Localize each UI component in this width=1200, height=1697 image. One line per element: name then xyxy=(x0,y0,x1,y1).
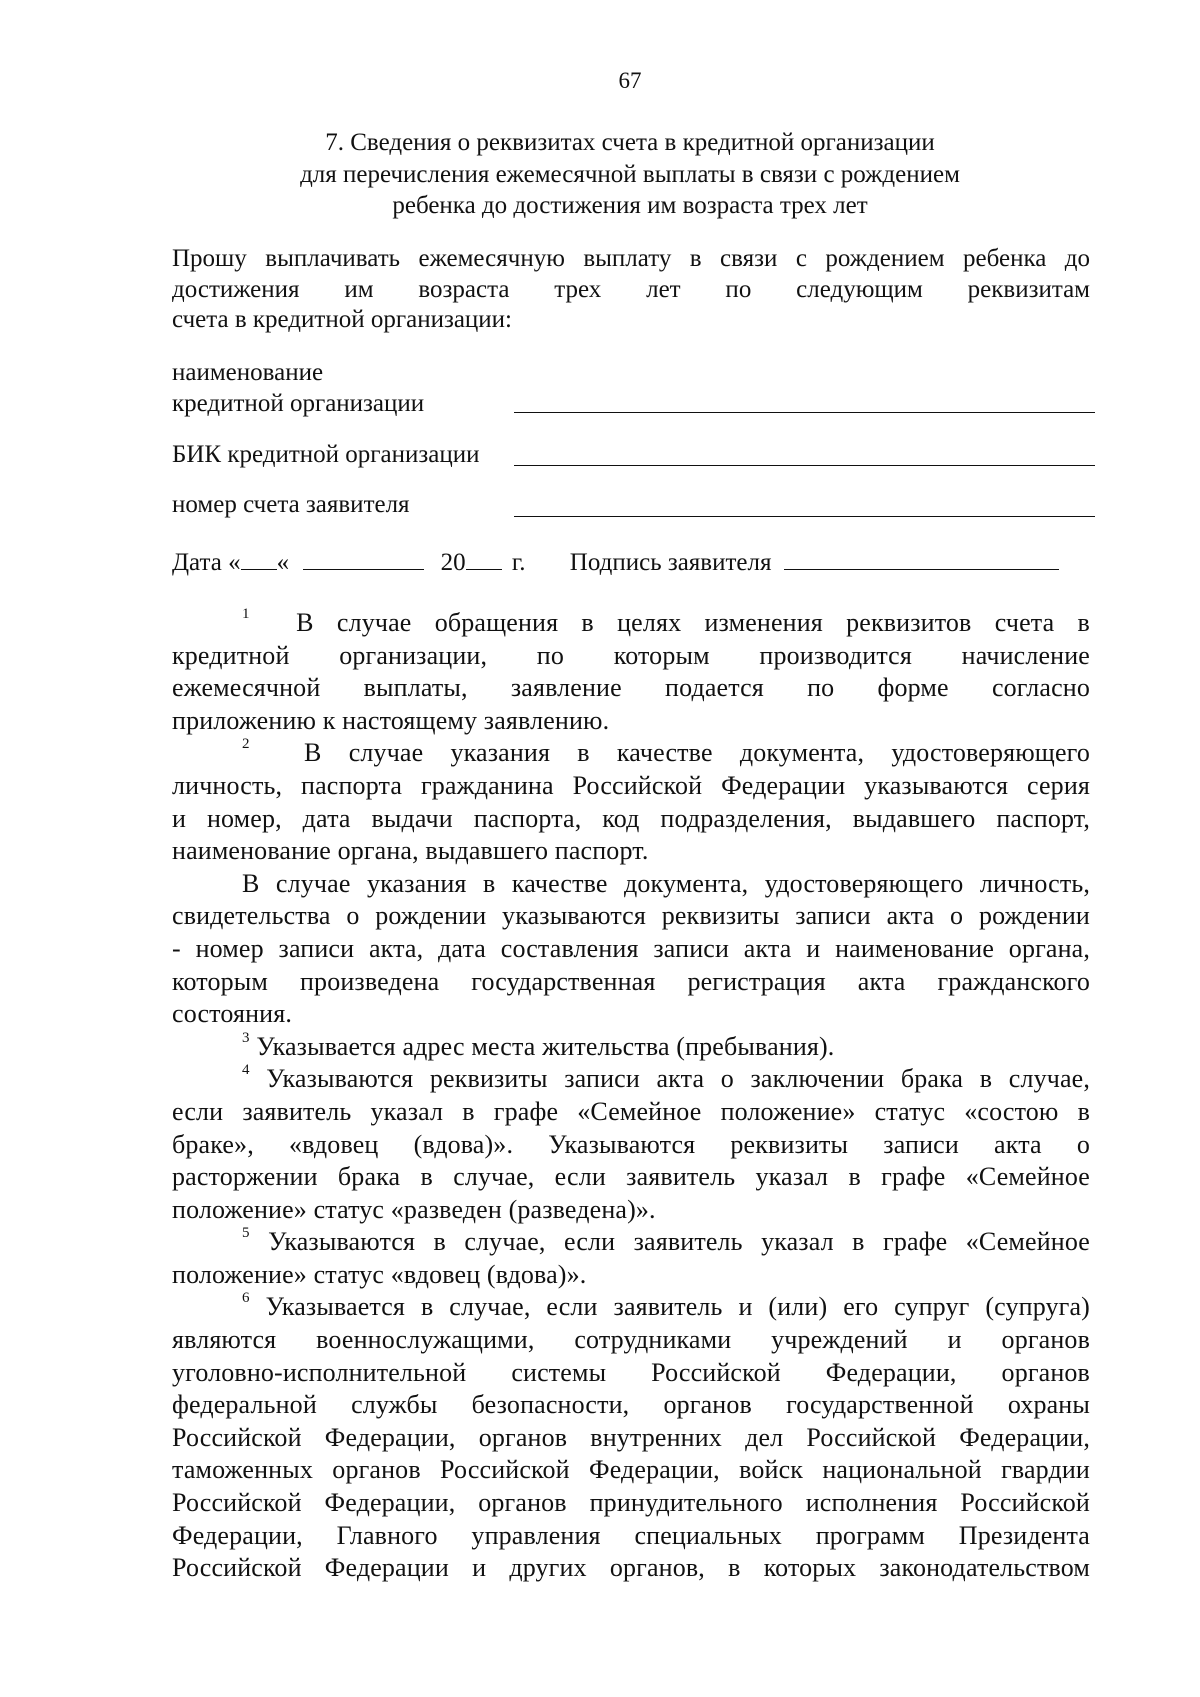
footnote-line: которым произведена государственная регистрация акта гражданского xyxy=(172,966,1090,996)
footnote-line: наименование органа, выдавшего паспорт. xyxy=(172,836,649,866)
section-title-line: 7. Сведения о реквизитах счета в кредитной организации xyxy=(325,129,935,156)
footnote-line xyxy=(172,737,1090,770)
bank-name-label xyxy=(172,358,424,419)
footnote-6 xyxy=(172,1291,1090,1584)
footnote-line xyxy=(172,607,1090,640)
bik-field[interactable] xyxy=(514,465,1095,466)
footnote-line: расторжении брака в случае, если заявитель указал в графе «Семейное xyxy=(172,1162,1090,1192)
footnote-line: Российской Федерации, органов принудительного исполнения Российской xyxy=(172,1488,1090,1518)
footnote-line xyxy=(172,1063,1090,1096)
footnote-line: - номер записи акта, дата составления записи акта и наименование органа, xyxy=(172,933,1090,963)
date-quote: « xyxy=(276,549,290,576)
footnote-line: личность, паспорта гражданина Российской Федерации указываются серия xyxy=(172,770,1090,800)
date-year-field[interactable] xyxy=(466,547,502,570)
intro-line: Прошу выплачивать ежемесячную выплату в связи с рождением ребенка до xyxy=(172,245,1090,272)
date-day-field[interactable] xyxy=(241,547,277,570)
date-month-field[interactable] xyxy=(303,547,424,570)
footnote-mark: 4 xyxy=(242,1062,250,1079)
footnote-text: Указывается в случае, если заявитель и (или) его супруг (супруга) xyxy=(265,1292,1090,1322)
section-title xyxy=(170,127,1090,222)
footnote-line: браке», «вдовец (вдова)». Указываются реквизиты записи акта о xyxy=(172,1129,1090,1159)
footnote-1 xyxy=(172,607,1090,737)
footnote-mark: 2 xyxy=(242,736,250,753)
footnote-line: таможенных органов Российской Федерации, войск национальной гвардии xyxy=(172,1455,1090,1485)
footnote-5 xyxy=(172,1226,1090,1291)
intro-paragraph xyxy=(172,244,1090,336)
footnote-line: если заявитель указал в графе «Семейное положение» статус «состою в xyxy=(172,1096,1090,1126)
footnote-line: В случае указания в качестве документа, удостоверяющего личность, xyxy=(242,868,1090,898)
footnote-line xyxy=(172,1291,1090,1324)
intro-line: достижения им возраста трех лет по следующим реквизитам xyxy=(172,275,1090,303)
footnote-line: Российской Федерации и других органов, в которых законодательством xyxy=(172,1553,1090,1583)
footnote-line: уголовно-исполнительной системы Российской Федерации, органов xyxy=(172,1357,1090,1387)
footnote-line: состояния. xyxy=(172,999,292,1029)
intro-line: счета в кредитной организации: xyxy=(172,306,513,333)
footnote-line: приложению к настоящему заявлению. xyxy=(172,705,610,735)
footnote-line: положение» статус «вдовец (вдова)». xyxy=(172,1259,587,1289)
footnote-text: Указываются в случае, если заявитель указал в графе «Семейное xyxy=(268,1227,1090,1257)
footnotes xyxy=(172,607,1090,1585)
bank-name-field[interactable] xyxy=(514,412,1095,413)
footnote-line: Российской Федерации, органов внутренних дел Российской Федерации, xyxy=(172,1422,1090,1452)
footnote-line xyxy=(172,1031,1090,1064)
footnote-2 xyxy=(172,737,1090,867)
footnote-4 xyxy=(172,1063,1090,1226)
year-suffix: г. xyxy=(511,549,526,576)
section-title-line: ребенка до достижения им возраста трех лет xyxy=(392,192,868,219)
signature-label: Подпись заявителя xyxy=(569,549,772,576)
footnote-text: В случае обращения в целях изменения реквизитов счета в xyxy=(296,608,1090,637)
page-number: 67 xyxy=(618,68,642,93)
bik-label: БИК кредитной организации xyxy=(172,441,480,468)
date-signature-row xyxy=(172,547,1059,579)
footnote-line: кредитной организации, по которым производится начисление xyxy=(172,640,1090,670)
footnote-line: свидетельства о рождении указываются реквизиты записи акта о рождении xyxy=(172,901,1090,931)
account-label: номер счета заявителя xyxy=(172,491,410,518)
footnote-text: Указывается адрес места жительства (пребывания). xyxy=(256,1031,835,1061)
date-label: Дата « xyxy=(172,549,241,576)
footnote-line: и номер, дата выдачи паспорта, код подразделения, выдавшего паспорт, xyxy=(172,803,1090,833)
year-prefix: 20 xyxy=(440,549,466,576)
footnote-3 xyxy=(172,1031,1090,1064)
footnote-mark: 1 xyxy=(242,606,250,622)
footnote-2-continued xyxy=(172,868,1090,1031)
bank-name-label-line: кредитной организации xyxy=(172,389,425,417)
section-title-line: для перечисления ежемесячной выплаты в связи с рождением xyxy=(300,160,960,188)
footnote-line: федеральной службы безопасности, органов государственной охраны xyxy=(172,1390,1090,1420)
footnote-text: В случае указания в качестве документа, удостоверяющего xyxy=(304,738,1090,768)
footnote-text: Указываются реквизиты записи акта о заключении брака в случае, xyxy=(266,1064,1090,1094)
footnote-line xyxy=(172,1226,1090,1259)
bank-name-label-line: наименование xyxy=(172,359,324,386)
account-number-field[interactable] xyxy=(514,516,1095,517)
footnote-mark: 5 xyxy=(242,1225,250,1242)
signature-field[interactable] xyxy=(784,547,1059,570)
footnote-line: ежемесячной выплаты, заявление подается по форме согласно xyxy=(172,673,1090,703)
footnote-line: являются военнослужащими, сотрудниками учреждений и органов xyxy=(172,1325,1090,1355)
footnote-mark: 6 xyxy=(242,1290,250,1307)
footnote-line: положение» статус «разведен (разведена)». xyxy=(172,1194,656,1224)
footnote-line: Федерации, Главного управления специальных программ Президента xyxy=(172,1520,1090,1550)
footnote-mark: 3 xyxy=(242,1029,250,1046)
